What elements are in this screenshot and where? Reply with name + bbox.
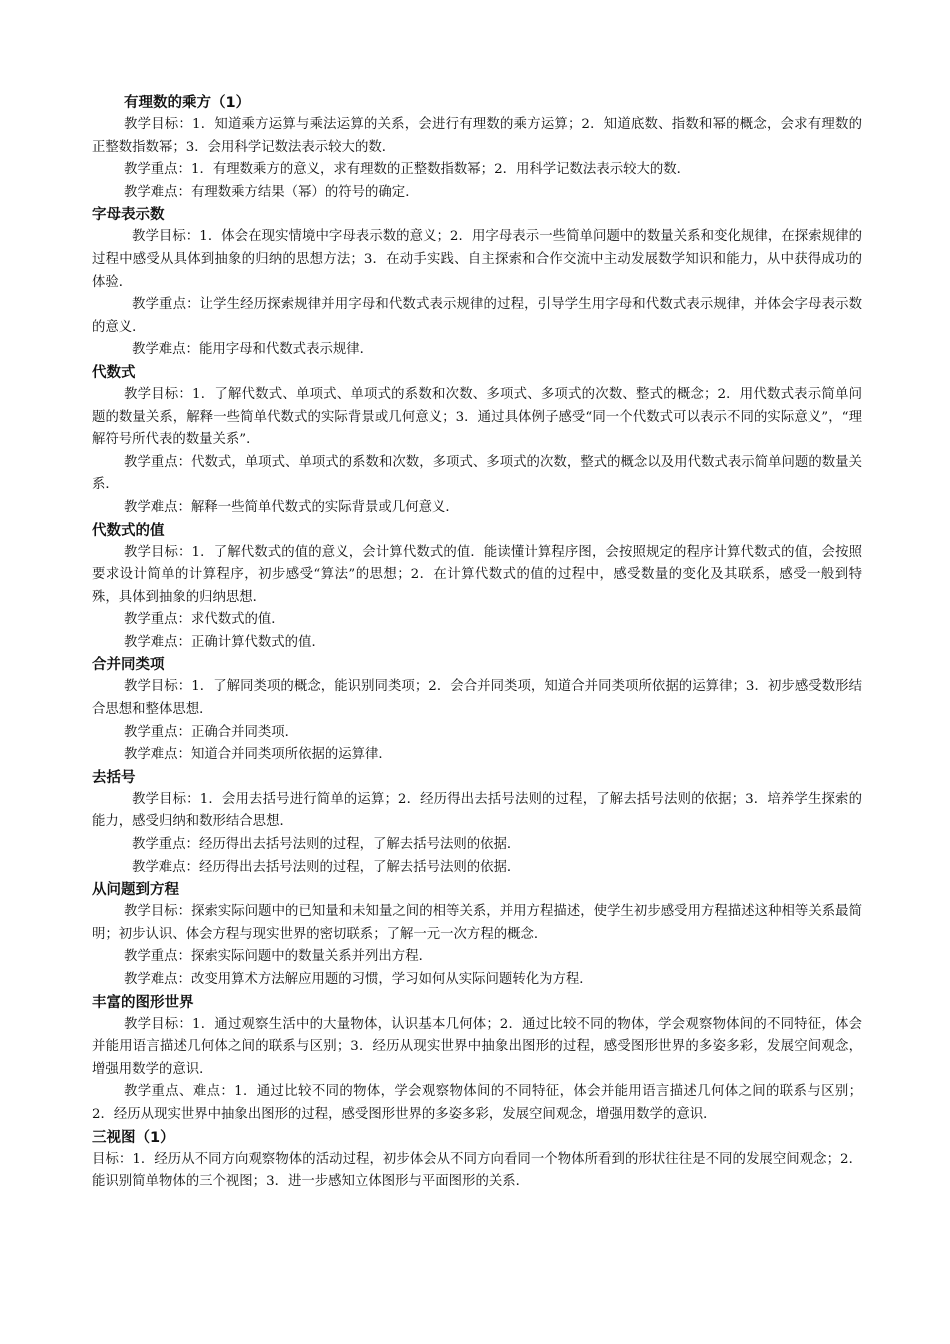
section-title: 代数式 [92, 364, 136, 381]
teaching-focus: 教学重点：经历得出去括号法则的过程，了解去括号法则的依据． [132, 837, 521, 853]
teaching-goal: 教学目标：1．了解同类项的概念，能识别同类项；2．会合并同类项，知道合并同类项所依据的运算律；3．初步感受数形结合思想和整体思想． [92, 679, 862, 718]
teaching-goal: 教学目标：1．知道乘方运算与乘法运算的关系，会进行有理数的乘方运算；2．知道底数、指数和幂的概念，会求有理数的正整数指数幂；3．会用科学记数法表示较大的数． [92, 117, 862, 155]
teaching-focus: 教学重点：求代数式的值． [124, 612, 285, 628]
teaching-goal: 教学目标：1．了解代数式的值的意义，会计算代数式的值．能读懂计算程序图，会按照规定的程序计算代数式的值，会按照要求设计简单的计算程序，初步感受“算法”的思想；2．在计算代数式的值的过程中，感受数量的变化及其联系，感受一般到特殊，具体到抽象的归纳思想． [92, 544, 862, 605]
teaching-goal: 教学目标：1．体会在现实情境中字母表示数的意义；2．用字母表示一些简单问题中的数量关系和变化规律，在探索规律的过程中感受从具体到抽象的归纳的思想方法；3．在动手实践、自主探索和合作交流中主动发展数学知识和能力，从中获得成功的体验． [92, 229, 862, 290]
section-title: 三视图（1） [92, 1129, 175, 1146]
teaching-difficulty: 教学难点：知道合并同类项所依据的运算律． [124, 747, 392, 763]
section-title: 从问题到方程 [92, 882, 179, 899]
teaching-difficulty: 教学难点：能用字母和代数式表示规律． [132, 342, 374, 358]
teaching-focus: 教学重点：代数式，单项式、单项式的系数和次数，多项式、多项式的次数，整式的概念以及用代数式表示简单问题的数量关系． [92, 454, 862, 493]
teaching-focus-difficulty: 教学重点、难点：1．通过比较不同的物体，学会观察物体间的不同特征，体会并能用语言描述几何体之间的联系与区别；2．经历从现实世界中抽象出图形的过程，感受图形世界的多姿多彩，发展空间观念，增强用数学的意识． [92, 1084, 862, 1122]
section-title: 字母表示数 [92, 207, 165, 224]
teaching-difficulty: 教学难点：有理数乘方结果（幂）的符号的确定． [124, 184, 419, 200]
teaching-difficulty: 教学难点：经历得出去括号法则的过程，了解去括号法则的依据． [132, 859, 521, 875]
teaching-focus: 教学重点：探索实际问题中的数量关系并列出方程． [124, 949, 432, 965]
teaching-focus: 教学重点：1．有理数乘方的意义，求有理数的正整数指数幂；2．用科学记数法表示较大的数． [124, 162, 691, 178]
section-title: 合并同类项 [92, 657, 165, 674]
document-page [92, 92, 862, 1194]
teaching-difficulty: 教学难点：改变用算术方法解应用题的习惯，学习如何从实际问题转化为方程． [124, 972, 593, 987]
section-title: 去括号 [92, 769, 136, 786]
teaching-difficulty: 教学难点：正确计算代数式的值． [124, 634, 325, 650]
section-title: 有理数的乘方（1） [124, 95, 251, 111]
teaching-goal: 教学目标：1．了解代数式、单项式、单项式的系数和次数、多项式、多项式的次数、整式的概念；2．用代数式表示简单问题的数量关系，解释一些简单代数式的实际背景或几何意义；3．通过具体例子感受“同一个代数式可以表示不同的实际意义”，“理解符号所代表的数量关系”． [92, 386, 862, 448]
teaching-difficulty: 教学难点：解释一些简单代数式的实际背景或几何意义． [124, 499, 459, 515]
teaching-focus: 教学重点：正确合并同类项． [124, 724, 299, 740]
section-title: 丰富的图形世界 [92, 994, 194, 1011]
teaching-goal: 教学目标：探索实际问题中的已知量和未知量之间的相等关系，并用方程描述，使学生初步感受用方程描述这种相等关系最简明；初步认识、体会方程与现实世界的密切联系；了解一元一次方程的概念． [92, 904, 862, 942]
teaching-goal: 教学目标：1．会用去括号进行简单的运算；2．经历得出去括号法则的过程，了解去括号法则的依据；3．培养学生探索的能力，感受归纳和数形结合思想． [92, 791, 862, 830]
teaching-focus: 教学重点：让学生经历探索规律并用字母和代数式表示规律的过程，引导学生用字母和代数式表示规律，并体会字母表示数的意义． [92, 297, 862, 335]
teaching-goal: 教学目标：1．通过观察生活中的大量物体，认识基本几何体；2．通过比较不同的物体，学会观察物体间的不同特征，体会并能用语言描述几何体之间的联系与区别；3．经历从现实世界中抽象出图形的过程，感受图形世界的多姿多彩，发展空间观念，增强用数学的意识． [92, 1016, 862, 1077]
section-title: 代数式的值 [92, 522, 165, 539]
teaching-goal: 目标：1．经历从不同方向观察物体的活动过程，初步体会从不同方向看同一个物体所看到的形状往往是不同的发展空间观念；2．能识别简单物体的三个视图；3．进一步感知立体图形与平面图形的关系． [92, 1151, 862, 1190]
